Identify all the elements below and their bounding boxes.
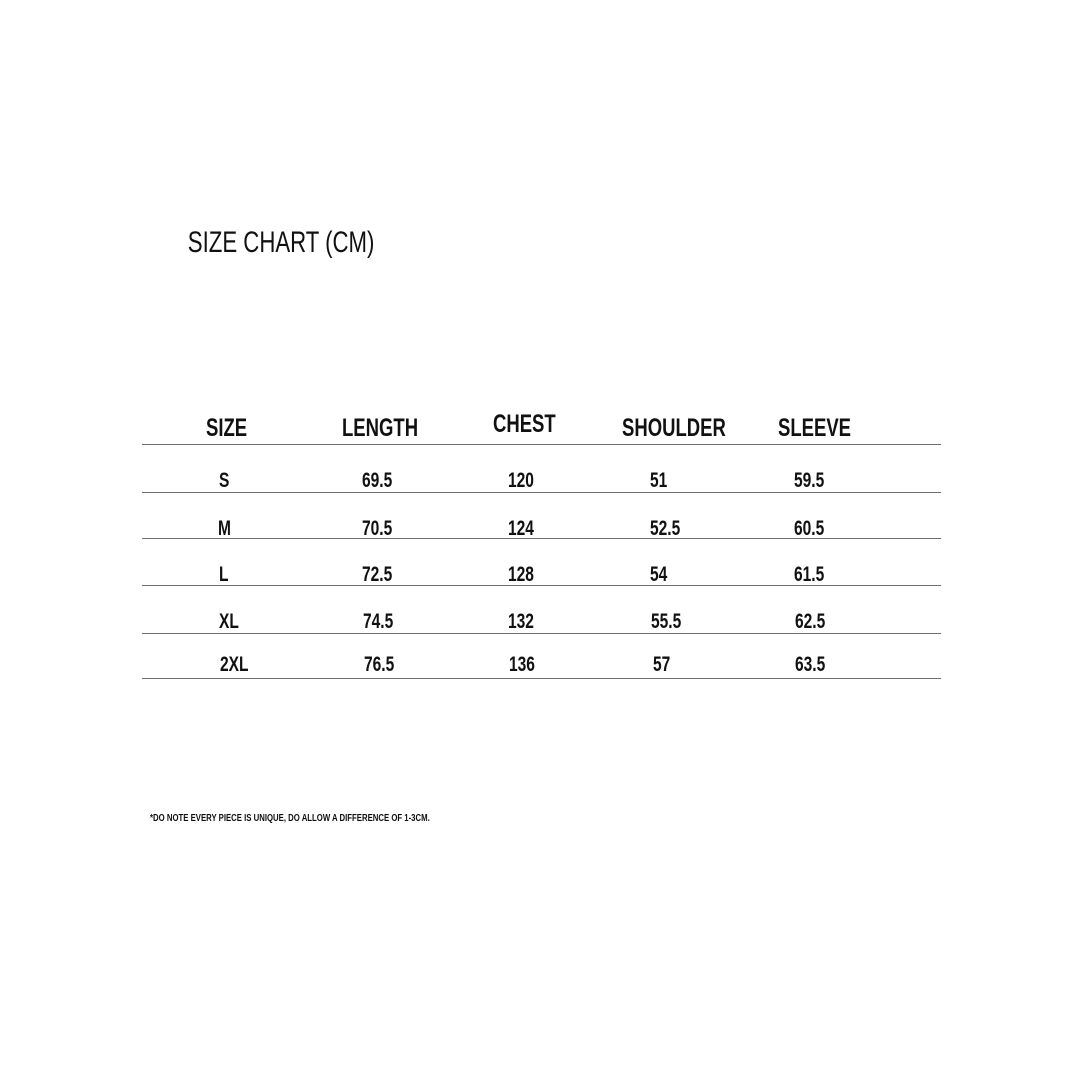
column-header-size: SIZE xyxy=(206,414,248,442)
cell-shoulder: 55.5 xyxy=(651,610,682,633)
cell-size: S xyxy=(219,469,230,492)
cell-size: L xyxy=(219,563,229,586)
page-title: SIZE CHART (CM) xyxy=(187,226,375,259)
cell-length: 72.5 xyxy=(362,563,393,586)
cell-sleeve: 60.5 xyxy=(794,517,825,540)
size-chart-table xyxy=(142,406,941,679)
cell-size: 2XL xyxy=(220,653,249,676)
cell-length: 70.5 xyxy=(362,517,393,540)
cell-length: 74.5 xyxy=(363,610,394,633)
cell-sleeve: 61.5 xyxy=(794,563,825,586)
column-header-length: LENGTH xyxy=(342,414,419,442)
cell-shoulder: 57 xyxy=(653,653,671,676)
cell-sleeve: 59.5 xyxy=(794,469,825,492)
cell-chest: 120 xyxy=(508,469,534,492)
cell-size: XL xyxy=(219,610,239,633)
cell-shoulder: 54 xyxy=(650,563,668,586)
table-row xyxy=(142,586,941,634)
cell-chest: 128 xyxy=(508,563,534,586)
column-header-chest: CHEST xyxy=(493,410,556,438)
cell-length: 69.5 xyxy=(362,469,393,492)
size-note: *DO NOTE EVERY PIECE IS UNIQUE, DO ALLOW A DIFFERENCE OF 1-3CM. xyxy=(150,812,430,824)
cell-size: M xyxy=(218,517,231,540)
table-header-row xyxy=(142,406,941,445)
cell-sleeve: 62.5 xyxy=(795,610,826,633)
column-header-shoulder: SHOULDER xyxy=(622,414,726,442)
table-row xyxy=(142,445,941,493)
table-row xyxy=(142,539,941,586)
cell-chest: 124 xyxy=(508,517,534,540)
cell-sleeve: 63.5 xyxy=(795,653,826,676)
table-row xyxy=(142,493,941,539)
column-header-sleeve: SLEEVE xyxy=(778,414,852,442)
table-row xyxy=(142,634,941,679)
cell-shoulder: 52.5 xyxy=(650,517,681,540)
cell-chest: 132 xyxy=(508,610,534,633)
cell-length: 76.5 xyxy=(364,653,395,676)
cell-shoulder: 51 xyxy=(650,469,668,492)
cell-chest: 136 xyxy=(509,653,535,676)
